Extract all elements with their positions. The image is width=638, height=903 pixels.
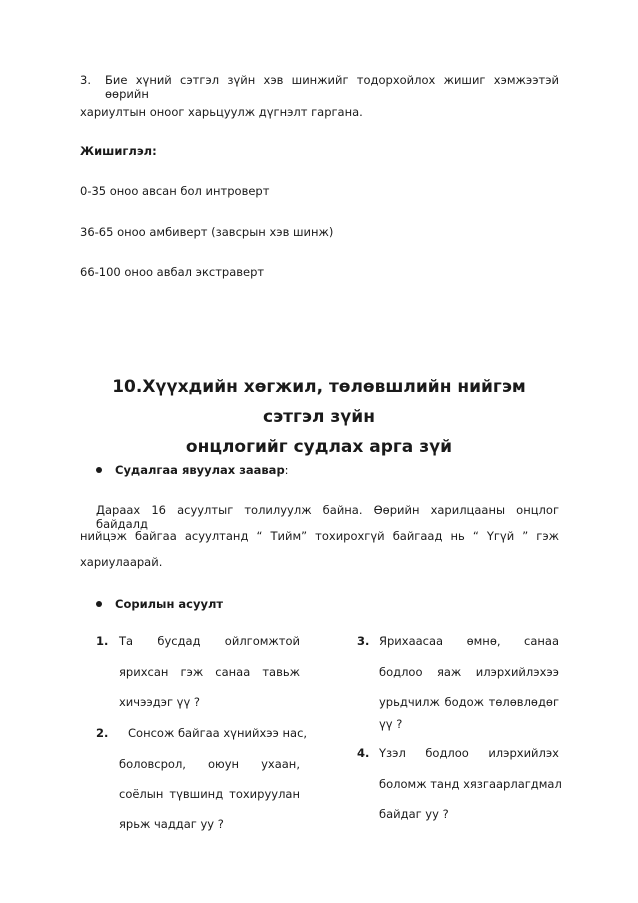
question-line: боломж танд хязгаарлагдмал <box>379 777 562 791</box>
section-title <box>80 372 558 462</box>
question-line: урьдчилж бодож төлөвлөдөг <box>379 695 559 709</box>
question-line: Ярихаасаа өмнө, санаа <box>379 634 559 648</box>
instructions-bullet <box>96 463 289 477</box>
question-number: 2. <box>96 726 109 740</box>
bullet-icon <box>96 467 102 473</box>
question-line: ярьж чаддаг уу ? <box>119 817 224 831</box>
question-line: боловсрол, оюун ухаан, <box>119 757 300 771</box>
question-line: байдаг уу ? <box>379 807 449 821</box>
question-line: ярихсан гэж санаа тавьж <box>119 665 300 679</box>
instructions-colon: : <box>284 463 289 477</box>
instructions-label: Судалгаа явуулах заавар <box>115 463 285 477</box>
question-line: бодлоо яаж илэрхийлэхээ <box>379 665 559 679</box>
section-title-line1: 10.Хүүхдийн хөгжил, төлөвшлийн нийгэм сэтгэл зүйн <box>112 377 526 427</box>
instructions-line3: хариулаарай. <box>80 555 163 569</box>
example-label: Жишиглэл: <box>80 144 157 158</box>
item3-line1: Бие хүний сэтгэл зүйн хэв шинжийг тодорхойлох жишиг хэмжээтэй өөрийн <box>105 73 559 101</box>
question-line: үү ? <box>379 717 403 731</box>
questions-bullet <box>96 597 223 611</box>
question-line: Сонсож байгаа хүнийхээ нас, <box>128 726 308 740</box>
questions-label: Сорилын асуулт <box>115 597 224 611</box>
question-line: Та бусдад ойлгомжтой <box>119 634 300 648</box>
question-number: 4. <box>357 746 370 760</box>
section-title-line2: онцлогийг судлах арга зүй <box>185 437 453 457</box>
question-line: хичээдэг үү ? <box>119 695 201 709</box>
instructions-line1: Дараах 16 асуултыг толилуулж байна. Өөрийн харилцааны онцлог байдалд <box>96 503 559 531</box>
item-number: 3. <box>80 73 91 87</box>
question-line: Үзэл бодлоо илэрхийлэх <box>379 746 559 760</box>
question-line: соёлын түвшинд тохируулан <box>119 787 300 801</box>
range-introvert: 0-35 оноо авсан бол интроверт <box>80 184 270 198</box>
bullet-icon <box>96 601 102 607</box>
item3-line2: хариултын оноог харьцуулж дүгнэлт гаргана. <box>80 105 363 119</box>
range-extravert: 66-100 оноо авбал экстраверт <box>80 265 265 279</box>
range-ambivert: 36-65 оноо амбиверт (завсрын хэв шинж) <box>80 225 334 239</box>
instructions-line2: нийцэж байгаа асуултанд “ Тийм” тохирохгүй байгаад нь “ Үгүй ” гэж <box>80 529 559 543</box>
question-number: 3. <box>357 634 370 648</box>
question-number: 1. <box>96 634 109 648</box>
